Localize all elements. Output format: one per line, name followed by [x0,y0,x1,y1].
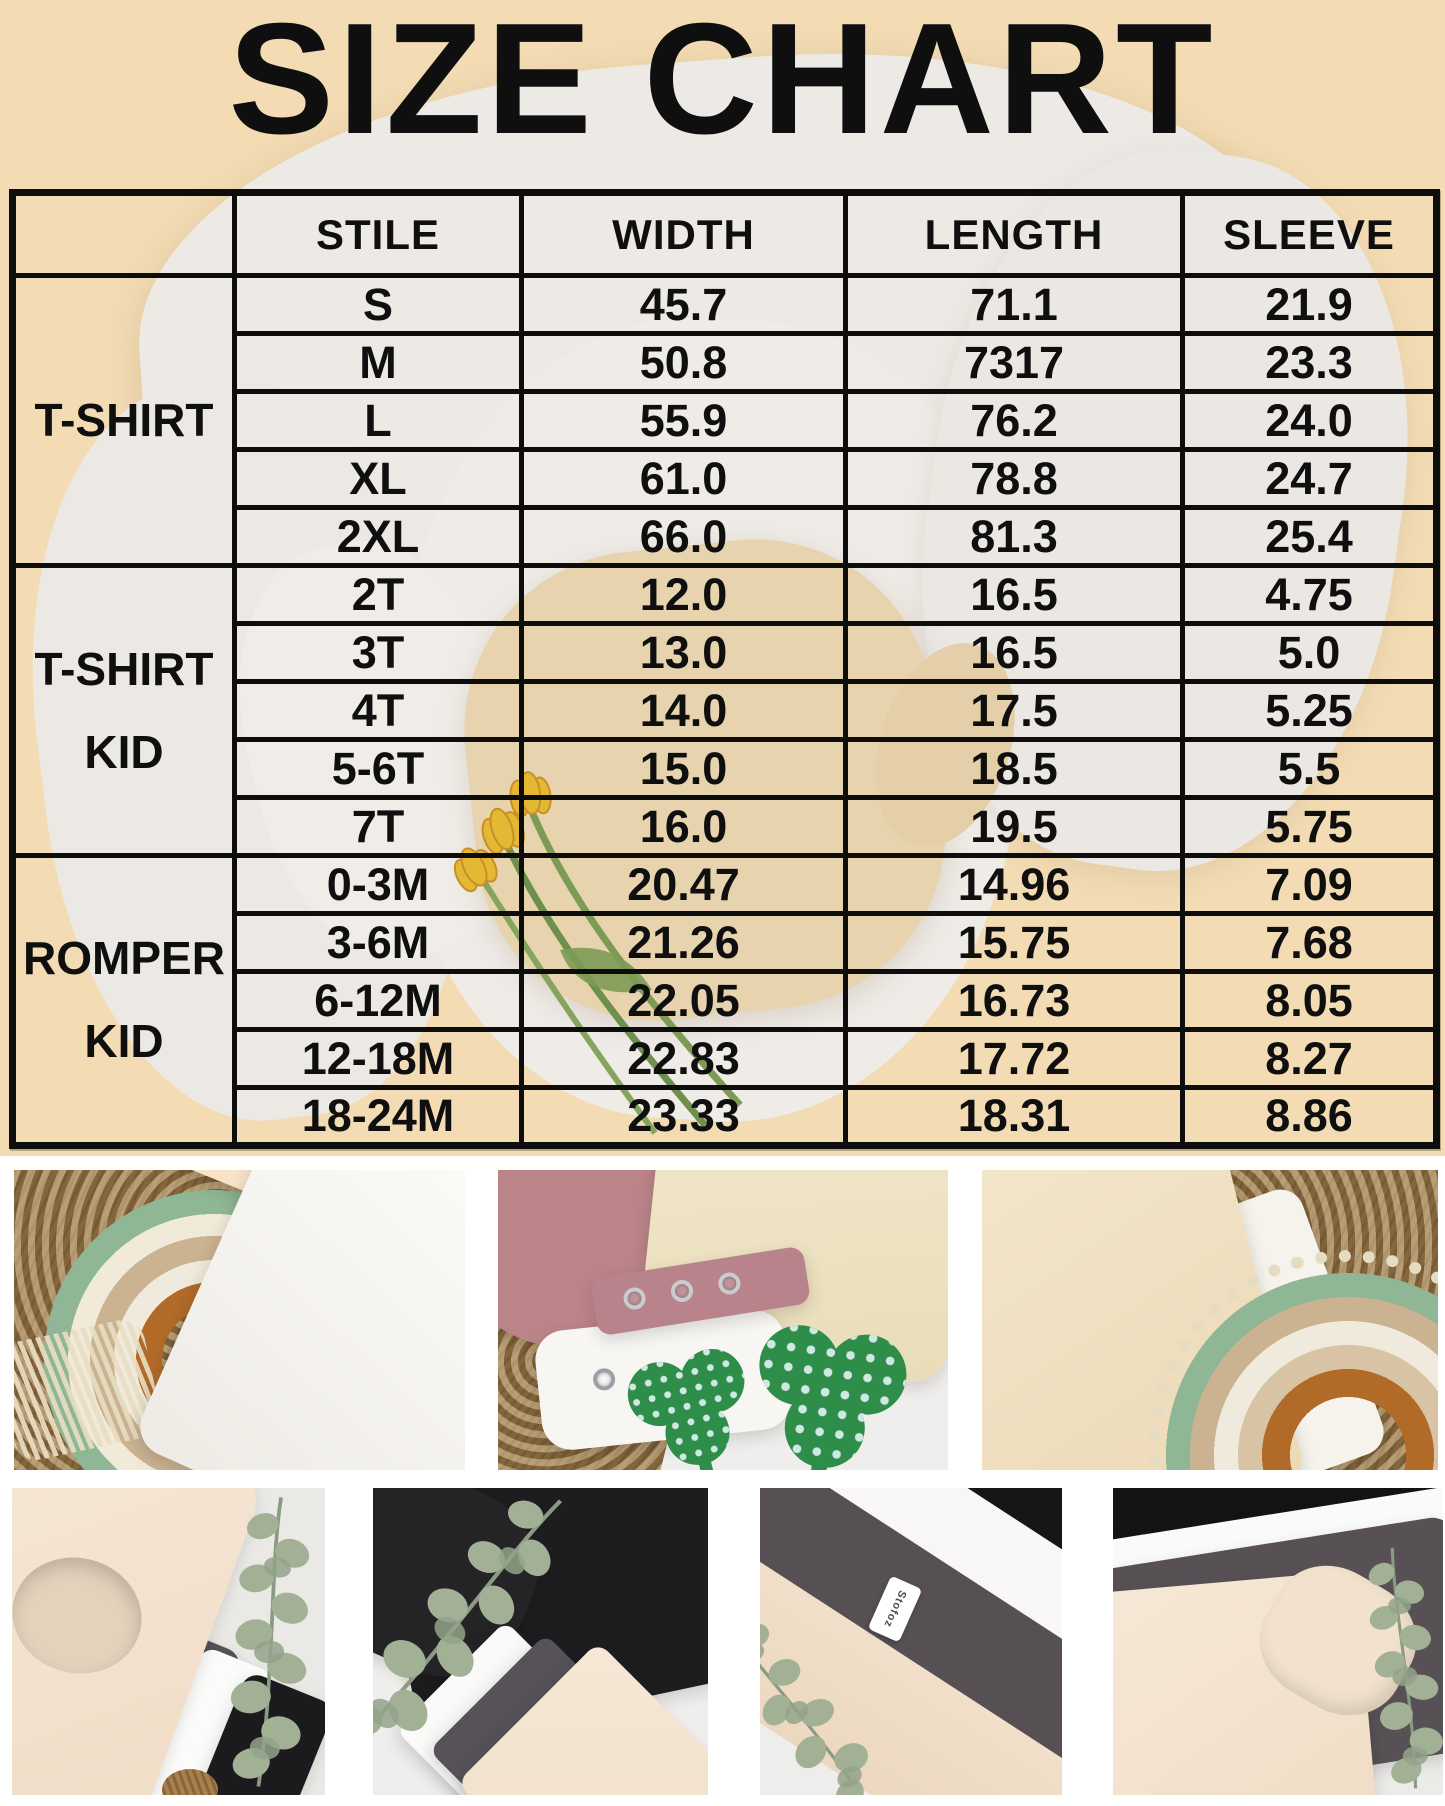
cell-stile: L [235,392,522,450]
cell-width: 21.26 [522,914,846,972]
cell-stile: 18-24M [235,1088,522,1146]
cell-width: 23.33 [522,1088,846,1146]
cell-stile: 2T [235,566,522,624]
cell-length: 19.5 [846,798,1183,856]
cell-stile: 2XL [235,508,522,566]
group-label: T-SHIRT KID [13,566,235,856]
cell-sleeve: 5.75 [1183,798,1437,856]
cell-length: 15.75 [846,914,1183,972]
header-cell-length: LENGTH [846,193,1183,276]
eucalyptus-sprig [213,1489,325,1795]
cell-width: 12.0 [522,566,846,624]
cell-stile: 4T [235,682,522,740]
cell-stile: 12-18M [235,1030,522,1088]
size-table-body [13,276,1437,1146]
cell-sleeve: 7.68 [1183,914,1437,972]
table-row [13,566,1437,624]
cell-sleeve: 5.25 [1183,682,1437,740]
photo-baby-rompers-shamrocks [498,1170,948,1470]
cell-sleeve: 4.75 [1183,566,1437,624]
cell-length: 16.5 [846,624,1183,682]
group-label: T-SHIRT [13,276,235,566]
cell-width: 15.0 [522,740,846,798]
cell-sleeve: 8.27 [1183,1030,1437,1088]
cell-width: 14.0 [522,682,846,740]
cell-length: 16.5 [846,566,1183,624]
cell-width: 13.0 [522,624,846,682]
group-label: ROMPER KID [13,856,235,1146]
cell-sleeve: 24.7 [1183,450,1437,508]
cell-sleeve: 5.0 [1183,624,1437,682]
cell-width: 50.8 [522,334,846,392]
brand-tag-label: Stofoz [881,1588,909,1630]
cell-sleeve: 8.86 [1183,1088,1437,1146]
photo-black-tee-folded-stack [373,1488,708,1795]
cell-stile: M [235,334,522,392]
photo-kids-tshirt-wicker-rainbow [14,1170,465,1470]
cell-stile: 0-3M [235,856,522,914]
cell-width: 55.9 [522,392,846,450]
header-cell-group [13,193,235,276]
cell-sleeve: 23.3 [1183,334,1437,392]
cell-stile: 3-6M [235,914,522,972]
cell-length: 17.5 [846,682,1183,740]
page-title: SIZE CHART [228,0,1217,167]
photo-cream-tee-layered-shirts [1113,1488,1443,1795]
header-cell-sleeve: SLEEVE [1183,193,1437,276]
cell-sleeve: 21.9 [1183,276,1437,334]
cell-width: 45.7 [522,276,846,334]
table-row [13,276,1437,334]
table-row [13,856,1437,914]
cell-stile: 7T [235,798,522,856]
cell-length: 7317 [846,334,1183,392]
photo-cream-tshirt-wicker-rainbow [982,1170,1438,1470]
photo-folded-tees-brand-tags [760,1488,1062,1795]
header-cell-width: WIDTH [522,193,846,276]
cell-sleeve: 5.5 [1183,740,1437,798]
cell-length: 17.72 [846,1030,1183,1088]
cell-stile: XL [235,450,522,508]
cell-width: 20.47 [522,856,846,914]
cell-length: 18.5 [846,740,1183,798]
cell-stile: 3T [235,624,522,682]
cell-width: 16.0 [522,798,846,856]
cell-length: 16.73 [846,972,1183,1030]
cell-width: 61.0 [522,450,846,508]
cell-width: 22.83 [522,1030,846,1088]
cell-length: 18.31 [846,1088,1183,1146]
cell-stile: 6-12M [235,972,522,1030]
cell-length: 81.3 [846,508,1183,566]
size-table [9,189,1440,1149]
cell-stile: 5-6T [235,740,522,798]
cell-stile: S [235,276,522,334]
header-cell-stile: STILE [235,193,522,276]
cell-length: 76.2 [846,392,1183,450]
cell-length: 14.96 [846,856,1183,914]
cell-length: 71.1 [846,276,1183,334]
cell-width: 66.0 [522,508,846,566]
cell-sleeve: 24.0 [1183,392,1437,450]
cell-sleeve: 7.09 [1183,856,1437,914]
cell-width: 22.05 [522,972,846,1030]
cell-sleeve: 25.4 [1183,508,1437,566]
shamrock-cutout [720,1293,936,1470]
cell-length: 78.8 [846,450,1183,508]
photo-hoodie-stack-eucalyptus [12,1488,325,1795]
cell-sleeve: 8.05 [1183,972,1437,1030]
header-row [13,193,1437,276]
